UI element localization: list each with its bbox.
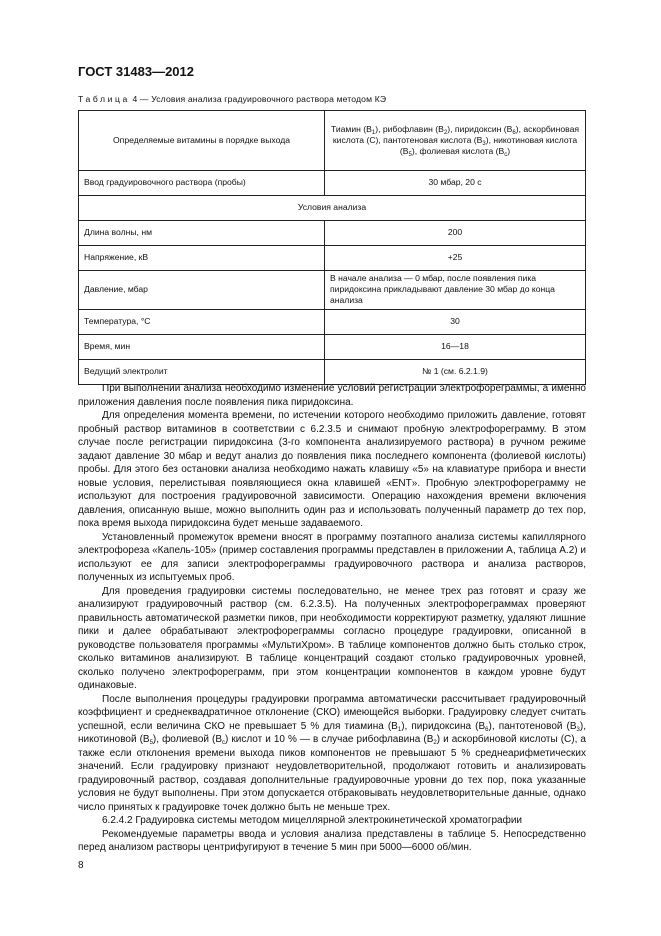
row-value: В начале анализа — 0 мбар, после появления пика пиридоксина прикладывают давление 30 мбар до конца анализа: [325, 271, 586, 310]
table-caption-word: Таблица: [78, 94, 130, 104]
table-row: [79, 171, 586, 196]
row-value: 30: [325, 309, 586, 334]
row-value: +25: [325, 246, 586, 271]
row-value: 200: [325, 221, 586, 246]
row-label: Напряжение, кВ: [79, 246, 325, 271]
page-number: 8: [78, 860, 84, 871]
paragraph: После выполнения процедуры градуировки программа автоматически рассчитывает градуировочный коэффициент и среднеквадратичное отклонение (СКО) имеющейся выборки. Градуировку следует считать успешной, если величина СКО не превышает 5 % для тиамина $(B_1)$, пиридоксина $(B_6)$, пантотеновой $(B_3)$, никотиновой $(B_5)$, фолиевой $(B_c)$ кислот и 10 % — в случае рибофлавина $(B_2)$ и аскорбиновой кислоты (C), а также если отклонения времени выхода пиков компонентов не превышают 5 % среднеарифметических значений. Если градуировку признают неудовлетворительной, продолжают готовить и анализировать градуировочный раствор, создавая дополнительные градуировочные уровни до тех пор, пока указанные условия не будут выполнены. При этом допускается отбраковывать неудовлетворительные данные, однако число принятых к градуировке точек должно быть не меньше трех.: [78, 693, 586, 813]
paragraph: Для определения момента времени, по истечении которого необходимо приложить давление, готовят пробный раствор витаминов в соответствии с 6.2.3.5 и снимают пробную электрофореграмму. В этом случае после регистрации пиридоксина (3-го компонента анализируемого раствора) в ручном режиме задают давление 30 мбар и ведут анализ до появления пика последнего компонента (фолиевой кислоты) пробы. Для этого без остановки анализа необходимо нажать клавишу «5» на клавиатуре прибора и внести новые условия, перелистывая появляющиеся окна клавишей «ENT». Пробную электрофореграмму не используют для построения градуировочной зависимости. Операцию нахождения времени включения давления, описанную выше, можно выполнить один раз и использовать полученный параметр до тех пор, пока время выхода пиридоксина будет меньше задаваемого.: [78, 410, 586, 529]
table-caption-text: 4 — Условия анализа градуировочного раствора методом КЭ: [132, 94, 387, 104]
row-value: 30 мбар, 20 с: [325, 171, 586, 196]
table-header-row: [79, 111, 586, 171]
row-label: Ведущий электролит: [79, 359, 325, 384]
section-title: Условия анализа: [79, 196, 586, 221]
analysis-conditions-table: [78, 110, 586, 385]
paragraph: Рекомендуемые параметры ввода и условия анализа представлены в таблице 5. Непосредственно перед анализом растворы центрифугируют в течение 5 мин при 5000—6000 об/мин.: [78, 828, 586, 853]
table-row: [79, 359, 586, 384]
row-label: Температура, °С: [79, 309, 325, 334]
table-row: [79, 334, 586, 359]
table-row: [79, 309, 586, 334]
paragraph: Установленный промежуток времени вносят в программу поэтапного анализа системы капиллярного электрофореза «Капель-105» (пример составления программы представлен в приложении А, таблица А.2) и используют ее для записи электрофореграммы градуировочного раствора и анализа растворов, полученных из испытуемых проб.: [78, 531, 586, 583]
row-value: 16—18: [325, 334, 586, 359]
row-label: Длина волны, нм: [79, 221, 325, 246]
row-value: № 1 (см. 6.2.1.9): [325, 359, 586, 384]
table-row: [79, 246, 586, 271]
table-caption: [78, 94, 386, 104]
paragraph: При выполнении анализа необходимо изменение условий регистрации электрофореграммы, а именно приложения давления после появления пика пиридоксина.: [78, 383, 586, 408]
col2-header: Тиамин $(B_1)$, рибофлавин $(B_2)$, пиридоксин $(B_6)$, аскорбиновая кислота (C), пантотеновая кислота $(B_3)$, никотиновая кислота $(B_5)$, фолиевая кислота $(B_c)$: [325, 111, 586, 171]
table-row: [79, 221, 586, 246]
row-label: Время, мин: [79, 334, 325, 359]
body-text: [78, 382, 586, 855]
table-row: [79, 271, 586, 310]
col1-header: Определяемые витамины в порядке выхода: [79, 111, 325, 171]
paragraph: Для проведения градуировки системы последовательно, не менее трех раз готовят и сразу же анализируют градуировочный раствор (см. 6.2.3.5). На полученных электрофореграммах проверяют правильность автоматической разметки пиков, при необходимости корректируют разметку, удаляют лишние пики и далее обрабатывают электрофореграммы согласно процедуре градуировки, описанной в руководстве пользователя программы «МультиХром». В таблице компонентов должно быть столько строк, сколько витаминов анализируют. В таблице концентраций создают столько градуировочных уровней, сколько получено электрофореграмм, при этом концентрации компонентов в каждом уровне будут одинаковые.: [78, 585, 586, 691]
row-label: Ввод градуировочного раствора (пробы): [79, 171, 325, 196]
row-label: Давление, мбар: [79, 271, 325, 310]
section-heading: 6.2.4.2 Градуировка системы методом мицеллярной электрокинетической хроматографии: [102, 815, 523, 826]
table-section-row: [79, 196, 586, 221]
document-header: ГОСТ 31483—2012: [78, 64, 194, 79]
